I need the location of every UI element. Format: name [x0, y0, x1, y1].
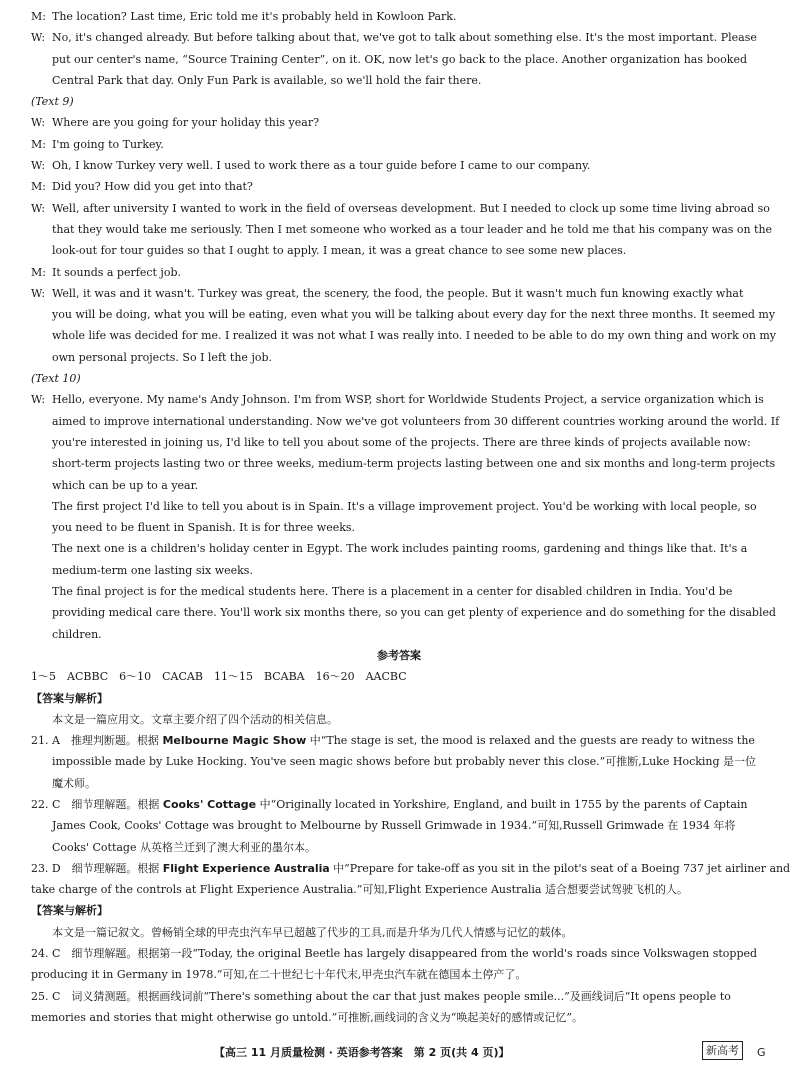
continuation-line: James Cook, Cooks' Cottage was brought to Melbourne by Russell Grimwade in 1934.”可知,Russell Grimwade 在 1934 年将 — [52, 819, 736, 833]
dialogue-text: No, it's changed already. But before talking about that, we've got to talk about something else. It's the most important. Please — [52, 31, 757, 45]
answer-text: 推理判断题。根据 — [70, 734, 163, 748]
continuation-line: The next one is a children's holiday center in Egypt. The work includes painting rooms, gardening and things like that. It's a — [52, 542, 748, 556]
answer-text: 细节理解题。根据 — [71, 861, 163, 875]
continuation-line: look-out for tour guides so that I ought to apply. I mean, it was a great chance to see some new places. — [52, 244, 627, 258]
answer-number: 23. D — [31, 861, 72, 875]
dialogue-text: Did you? How did you get into that? — [52, 180, 253, 194]
plain-line: take charge of the controls at Flight Experience Australia.”可知,Flight Experience Australia 适合想要尝试驾驶飞机的人。 — [31, 883, 688, 897]
answer-text: 中“The stage is set, the mood is relaxed and the guests are ready to witness the — [306, 734, 755, 748]
continuation-line: Cooks' Cottage 从英格兰迁到了澳大利亚的墨尔本。 — [52, 840, 316, 854]
continuation-line: Central Park that day. Only Fun Park is available, so we'll hold the fair there. — [52, 73, 482, 87]
dialogue-line — [31, 27, 767, 48]
answer-item — [31, 943, 767, 964]
continuation-line: children. — [52, 627, 102, 641]
answer-number: 21. A — [31, 734, 71, 748]
continuation-line: aimed to improve international understanding. Now we've got volunteers from 30 different countries working around the world. If — [52, 414, 780, 428]
page-footer — [0, 1040, 794, 1062]
answer-number: 25. C — [31, 989, 72, 1003]
dialogue-text: Well, after university I wanted to work in the field of overseas development. But I needed to clock up some time living abroad so — [52, 201, 770, 215]
continuation-line: short-term projects lasting two or three weeks, medium-term projects lasting between one and six months and long-term projects — [52, 457, 776, 471]
speaker-label: M: — [31, 180, 46, 194]
speaker-label: M: — [31, 265, 46, 279]
answer-text: 中“Prepare for take-off as you sit in the pilot's seat of a Boeing 737 jet airliner and — [329, 861, 791, 875]
answer-item — [31, 794, 767, 815]
speaker-label: M: — [31, 137, 46, 151]
dialogue-text: The location? Last time, Eric told me it's probably held in Kowloon Park. — [52, 10, 457, 23]
dialogue-line — [31, 198, 770, 219]
text-section-label: (Text 10) — [31, 372, 81, 386]
continuation-line: whole life was decided for me. I realized it was not what I was really into. I needed to be able to do my own thing and work on my — [52, 329, 776, 343]
continuation-line: own personal projects. So I left the job. — [52, 350, 273, 364]
continuation-line: The first project I'd like to tell you about is in Spain. It's a village improvement project. You'd be working with local people, so — [52, 499, 757, 513]
speaker-label: W: — [31, 116, 46, 130]
speaker-label: W: — [31, 201, 46, 215]
speaker-label: W: — [31, 159, 46, 173]
plain-line: 1～5 ACBBC 6～10 CACAB 11～15 BCABA 16～20 AACBC — [31, 670, 407, 684]
answer-source-title: Cooks' Cottage — [162, 797, 257, 811]
continuation-line: providing medical care there. You'll work six months there, so you can get plenty of experience and do something for the disabled — [52, 606, 776, 620]
dialogue-text: Well, it was and it wasn't. Turkey was great, the scenery, the food, the people. But it wasn't much fun knowing exactly what — [52, 286, 744, 300]
dialogue-text: It sounds a perfect job. — [52, 265, 181, 279]
dialogue-line — [31, 283, 767, 304]
analysis-heading: 【答案与解析】 — [31, 904, 108, 918]
answer-text: 细节理解题。根据 — [71, 797, 163, 811]
answer-source-title: Melbourne Magic Show — [162, 734, 307, 748]
continuation-line: which can be up to a year. — [52, 478, 199, 492]
speaker-label: W: — [31, 31, 46, 45]
plain-line: memories and stories that might otherwise go untold.”可推断,画线词的含义为“唤起美好的感情或记忆”。 — [31, 1010, 583, 1024]
continuation-line: you're interested in joining us, I'd like to tell you about some of the projects. There are three kinds of projects available now: — [52, 435, 751, 449]
answer-item — [31, 986, 767, 1007]
text-section-label: (Text 9) — [31, 95, 74, 109]
dialogue-line — [31, 155, 767, 176]
speaker-label: W: — [31, 286, 46, 300]
footer-title: 【高三 11 月质量检测 · 英语参考答案 第 2 页(共 4 页)】 — [214, 1046, 510, 1059]
answer-heading: 参考答案 — [377, 648, 421, 662]
answer-text: 中“Originally located in Yorkshire, England, and built in 1755 by the parents of Captain — [256, 797, 748, 811]
continuation-line: The final project is for the medical students here. There is a placement in a center for disabled children in India. You'd be — [52, 585, 733, 599]
summary-line: 本文是一篇应用文。文章主要介绍了四个活动的相关信息。 — [52, 712, 338, 726]
answer-item — [31, 730, 767, 751]
answer-text: 细节理解题。根据第一段“Today, the original Beetle has largely disappeared from the world's roads since Volkswagen stopped — [71, 947, 758, 961]
continuation-line: that they would take me seriously. Then I met someone who worked as a tour leader and he told me that his company was on the — [52, 222, 773, 236]
dialogue-text: Hello, everyone. My name's Andy Johnson. I'm from WSP, short for Worldwide Students Project, a service organization which is — [52, 393, 764, 407]
answer-item — [31, 858, 791, 879]
dialogue-line — [31, 6, 767, 27]
dialogue-line — [31, 389, 767, 410]
speaker-label: W: — [31, 393, 46, 407]
dialogue-text: I'm going to Turkey. — [52, 137, 164, 151]
continuation-line: medium-term one lasting six weeks. — [52, 563, 253, 577]
continuation-line: impossible made by Luke Hocking. You've seen magic shows before but probably never this close.”可推断,Luke Hocking 是一位 — [52, 755, 757, 769]
analysis-heading: 【答案与解析】 — [31, 691, 108, 705]
answer-number: 22. C — [31, 797, 72, 811]
dialogue-line — [31, 176, 767, 197]
answer-source-title: Flight Experience Australia — [162, 861, 330, 875]
page-content — [31, 6, 791, 1028]
footer-version-letter: G — [757, 1046, 766, 1059]
continuation-line: 魔术师。 — [52, 776, 96, 790]
continuation-line: you need to be fluent in Spanish. It is for three weeks. — [52, 521, 356, 535]
dialogue-line — [31, 134, 767, 155]
continuation-line: you will be doing, what you will be eating, even what you will be talking about every day for the next three months. It seemed my — [52, 308, 776, 322]
dialogue-line — [31, 112, 767, 133]
dialogue-text: Where are you going for your holiday this year? — [52, 116, 319, 130]
dialogue-line — [31, 262, 767, 283]
answer-text: 词义猜测题。根据画线词前“There's something about the car that just makes people smile...”及画线词后“It opens people to — [71, 989, 731, 1003]
dialogue-text: Oh, I know Turkey very well. I used to work there as a tour guide before I came to our company. — [52, 159, 591, 173]
plain-line: producing it in Germany in 1978.”可知,在二十世纪七十年代末,甲壳虫汽车就在德国本土停产了。 — [31, 968, 527, 982]
summary-line: 本文是一篇记叙文。曾畅销全球的甲壳虫汽车早已超越了代步的工具,而是升华为几代人情感与记忆的载体。 — [52, 925, 573, 939]
answer-number: 24. C — [31, 947, 72, 961]
speaker-label: M: — [31, 10, 46, 23]
continuation-line: put our center's name, “Source Training Center”, on it. OK, now let's go back to the place. Another organization has booked — [52, 52, 747, 66]
footer-badge: 新高考 — [702, 1041, 743, 1060]
